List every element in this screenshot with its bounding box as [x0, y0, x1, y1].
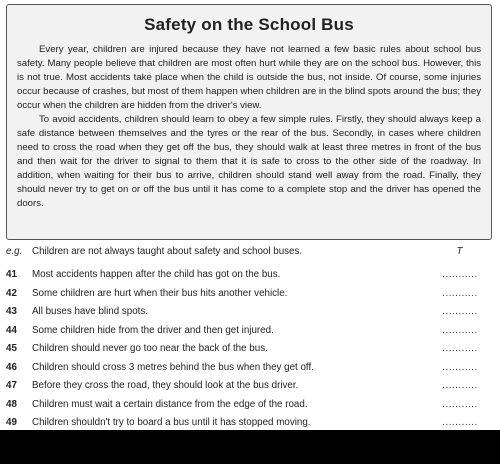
- question-row: [6, 269, 492, 288]
- question-row: [6, 380, 492, 399]
- question-row: [6, 362, 492, 381]
- passage-paragraph: Every year, children are injured because they have not learned a few basic rules about school bus safety. Many people believe that children are most often hurt while they are on the school bus. However, this is not true. Most accidents take place when the child is outside the bus, not inside. Of course, some injuries occur because of crashes, but most of them happen when children are in the blind spots around the bus; they occur when the children are hidden from the driver's view.: [17, 44, 481, 111]
- answer-blank[interactable]: ...........: [442, 306, 478, 317]
- answer-blank[interactable]: ...........: [442, 343, 478, 354]
- answer-blank[interactable]: ...........: [442, 324, 478, 336]
- question-row: [6, 399, 492, 418]
- bottom-black-bar: [0, 430, 500, 464]
- question-number: 42: [6, 287, 17, 299]
- answer-blank[interactable]: ...........: [442, 287, 478, 299]
- question-number: 41: [6, 269, 17, 280]
- answer-blank[interactable]: ...........: [442, 361, 478, 373]
- question-number: 43: [6, 306, 17, 317]
- example-answer: T: [456, 246, 464, 257]
- answer-blank[interactable]: ...........: [442, 380, 478, 391]
- passage-title: Safety on the School Bus: [144, 15, 354, 34]
- question-text: Most accidents happen after the child has got on the bus.: [32, 269, 281, 280]
- question-text: Children shouldn't try to board a bus until it has stopped moving.: [32, 417, 311, 428]
- question-text: Children should never go too near the back of the bus.: [32, 343, 268, 354]
- question-row: [6, 343, 492, 362]
- question-number: 47: [6, 380, 17, 391]
- question-row: [6, 306, 492, 325]
- true-false-questions: [6, 246, 492, 454]
- question-number: 49: [6, 417, 17, 428]
- question-text: Some children hide from the driver and then get injured.: [32, 324, 274, 336]
- example-label: e.g.: [6, 246, 23, 257]
- answer-blank[interactable]: ...........: [442, 398, 478, 410]
- passage-paragraph: To avoid accidents, children should learn to obey a few simple rules. Firstly, they should always keep a safe distance between themselves and the tyres or the rear of the bus. Secondly, in cases where children need to cross the road when they get off the bus, they should walk at least three metres in front of the bus and then wait for the driver to signal to them that it is safe to cross to the other side of the roadway. In addition, when waiting for their bus to arrive, children should stand well away from the road. Finally, they should never try to get on or off the bus until it has come to a complete stop and the driver has opened the doors.: [17, 114, 481, 209]
- answer-blank[interactable]: ...........: [442, 417, 478, 428]
- question-text: Before they cross the road, they should look at the bus driver.: [32, 380, 299, 391]
- question-text: Children must wait a certain distance from the edge of the road.: [32, 398, 308, 410]
- question-number: 46: [6, 361, 17, 373]
- question-text: All buses have blind spots.: [32, 306, 148, 317]
- example-row: [6, 246, 492, 269]
- answer-blank[interactable]: ...........: [442, 269, 478, 280]
- example-text: Children are not always taught about safety and school buses.: [32, 246, 303, 257]
- question-number: 44: [6, 324, 17, 336]
- question-number: 48: [6, 398, 17, 410]
- reading-passage: [6, 4, 492, 240]
- question-row: [6, 288, 492, 307]
- question-text: Children should cross 3 metres behind the bus when they get off.: [32, 361, 314, 373]
- question-text: Some children are hurt when their bus hits another vehicle.: [32, 287, 288, 299]
- question-number: 45: [6, 343, 17, 354]
- question-row: [6, 325, 492, 344]
